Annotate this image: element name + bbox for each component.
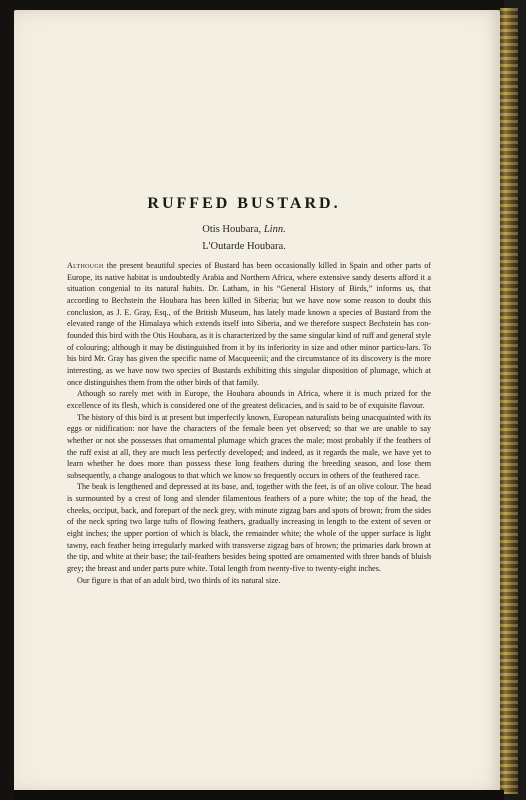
paragraph-5: Our figure is that of an adult bird, two thirds of its natural size.	[77, 575, 281, 585]
book-page	[14, 10, 500, 792]
paragraph-text: the present beautiful species of Bustard has been occasionally killed in Spain and other parts of Europe, its native habitat is undoubtedly Arabia and Northern Africa, where extensive sandy deserts afford it a situation congenial to its natural habits. Dr. Latham, in his “General History of Birds,” informs us, that according to Bechstein the Houbara has been killed in Siberia; but we have now some reason to doubt this conclusion, as J. E. Gray, Esq., of the British Museum, has lately made known a species of Bustard from the elevated range of the Himalaya which extends itself into Siberia, and we therefore suspect Bechstein has con-founded this bird with the Otis Houbara, as it is characterized by the same singular kind of ruff and general style of colouring; although it may be distinguished from it by its inferiority in size and other minor particu-lars. To his bird Mr. Gray has given the specific name of Macqueenii; and the circumstance of its discovery is the more interesting, as we have now two species of Bustards exhibiting this singular disposition of plumage, which at once distinguishes them from the other birds of that family.	[67, 261, 431, 387]
paragraph-1	[67, 260, 431, 388]
paragraph-lead: Although	[67, 261, 104, 270]
bottom-shadow	[14, 790, 504, 800]
body-text	[67, 260, 431, 586]
fore-edge-pattern	[500, 8, 518, 794]
binomial-authority: Linn.	[263, 224, 286, 235]
page-title: RUFFED BUSTARD.	[147, 195, 341, 212]
paragraph-4: The beak is lengthened and depressed at its base, and, together with the feet, is of an olive colour. The head is surmounted by a crest of long and slender filamentous feathers of a pure white; the top of the head, the cheeks, occiput, back, and forepart of the neck grey, with minute zigzag bars and spots of brown; from the sides of the neck spring two large tufts of flowing feathers, gradually increasing in length to the extent of seven or eight inches; the upper portion of which is black, the remainder white; the whole of the upper surface is light tawny, each feather being irregularly marked with transverse zigzag bars of brown; the primaries dark brown at the tip, and white at their base; the tail-feathers besides being spotted are ornamented with three bands of bluish grey; the breast and under parts pure white. Total length from twenty-five to twenty-eight inches.	[67, 482, 431, 574]
paragraph-3: The history of this bird is at present but imperfectly known, European naturalists being unacquainted with its eggs or nidification: nor have the characters of the female been yet observed; so that we are unable to say whether or not she possesses that ornamental plumage which graces the male; most probably if the feathers of the ruff exist at all, they are much less perfectly developed; and indeed, as it regards the male, we have yet to learn whether he does more than possess these long feathers during the breeding season, and lose them subsequently, a change analogous to that which we know so frequently occurs in others of the feathered race.	[67, 412, 431, 480]
french-name: L'Outarde Houbara.	[202, 241, 286, 252]
binomial-prefix: Otis Houbara,	[202, 224, 264, 235]
binomial-name	[14, 224, 474, 235]
book-gutter	[0, 0, 14, 800]
gilt-fore-edge	[500, 8, 518, 794]
top-shadow	[14, 0, 504, 10]
paragraph-2: Athough so rarely met with in Europe, the Houbara abounds in Africa, where it is much prized for the excellence of its flesh, which is considered one of the greatest delicacies, and is said to be of exquisite flavour.	[67, 389, 431, 410]
